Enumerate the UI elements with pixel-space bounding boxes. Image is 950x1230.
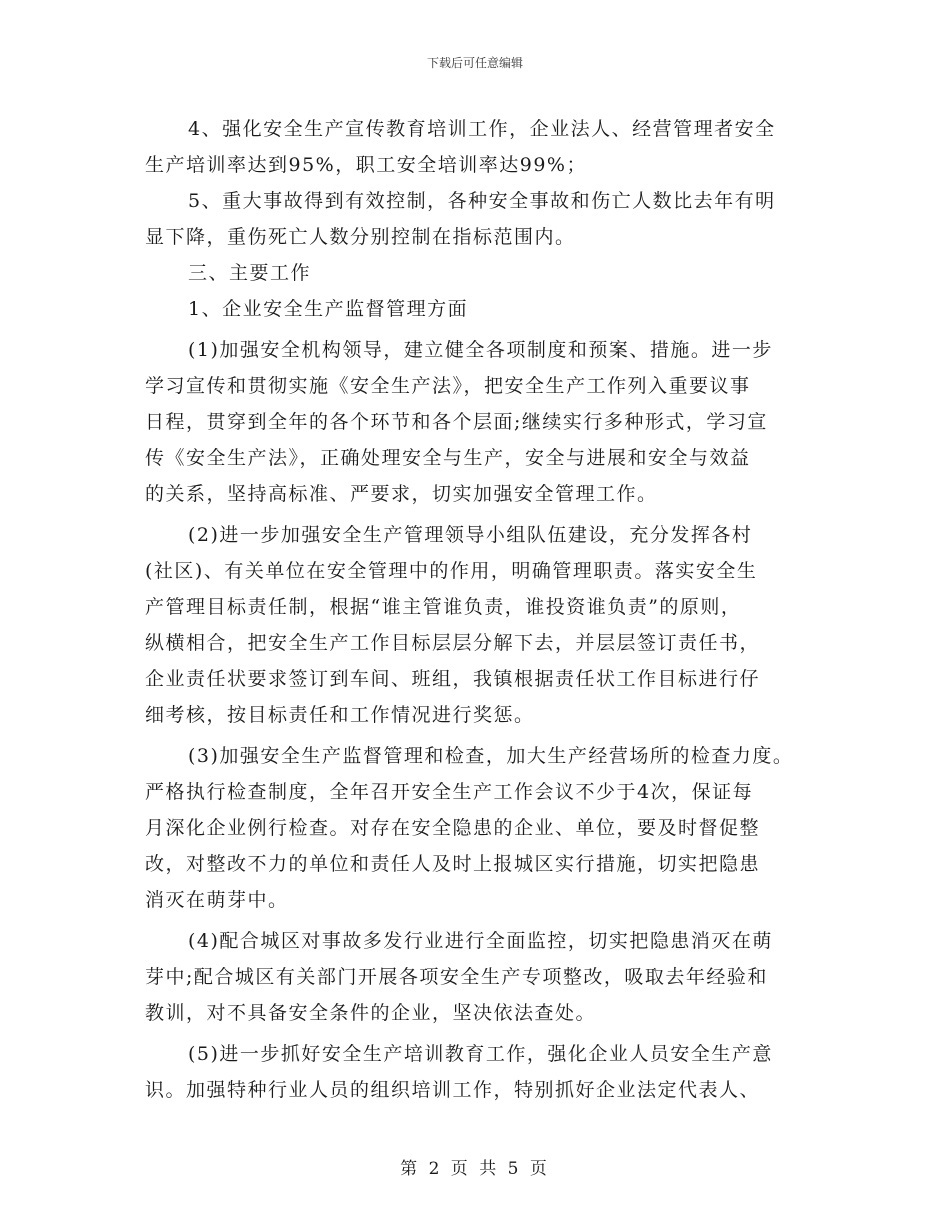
text-line: 严格执行检查制度，全年召开安全生产工作会议不少于4次，保证每 [145,781,754,803]
text-line: 芽中;配合城区有关部门开展各项安全生产专项整改，吸取去年经验和 [145,966,768,988]
page-header-note: 下载后可任意编辑 [426,56,523,70]
text-line: 教训，对不具备安全条件的企业，坚决依法查处。 [145,1002,597,1024]
text-line: 日程，贯穿到全年的各个环节和各个层面;继续实行多种形式，学习宣 [145,411,768,433]
text-line: (1)加强安全机构领导，建立健全各项制度和预案、措施。进一步 [188,339,773,361]
section-heading: 三、主要工作 [188,262,312,284]
text-line: (5)进一步抓好安全生产培训教育工作，强化企业人员安全生产意 [188,1043,773,1065]
text-line: 生产培训率达到95%，职工安全培训率达99%； [145,154,587,176]
text-line: 改，对整改不力的单位和责任人及时上报城区实行措施，切实把隐患 [145,853,761,875]
text-line: (4)配合城区对事故多发行业进行全面监控，切实把隐患消灭在萌 [188,930,773,952]
page-number: 第 2 页 共 5 页 [400,1159,550,1179]
text-line: (3)加强安全生产监督管理和检查，加大生产经营场所的检查力度。 [188,745,794,767]
text-line: 4、强化安全生产宣传教育培训工作，企业法人、经营管理者安全 [188,118,776,140]
text-line: 消灭在萌芽中。 [145,889,289,911]
text-line: 学习宣传和贯彻实施《安全生产法》，把安全生产工作列入重要议事 [145,375,751,397]
subsection-heading: 1、企业安全生产监督管理方面 [188,298,469,320]
text-line: 细考核，按目标责任和工作情况进行奖惩。 [145,704,535,726]
text-line: 5、重大事故得到有效控制，各种安全事故和伤亡人数比去年有明 [188,190,776,212]
text-line: 识。加强特种行业人员的组织培训工作，特别抓好企业法定代表人、 [145,1079,761,1101]
text-line: (2)进一步加强安全生产管理领导小组队伍建设，充分发挥各村 [188,524,753,546]
text-line: 纵横相合，把安全生产工作目标层层分解下去，并层层签订责任书， [145,632,761,654]
text-line: (社区)、有关单位在安全管理中的作用，明确管理职责。落实安全生 [145,560,758,582]
text-line: 传《安全生产法》，正确处理安全与生产，安全与进展和安全与效益 [145,447,751,469]
text-line: 企业责任状要求签订到车间、班组，我镇根据责任状工作目标进行仔 [145,668,761,690]
text-line: 的关系，坚持高标准、严要求，切实加强安全管理工作。 [145,483,658,505]
text-line: 月深化企业例行检查。对存在安全隐患的企业、单位，要及时督促整 [145,817,761,839]
text-line: 显下降，重伤死亡人数分别控制在指标范围内。 [145,226,576,248]
text-line: 产管理目标责任制，根据“谁主管谁负责，谁投资谁负责”的原则， [145,596,742,618]
